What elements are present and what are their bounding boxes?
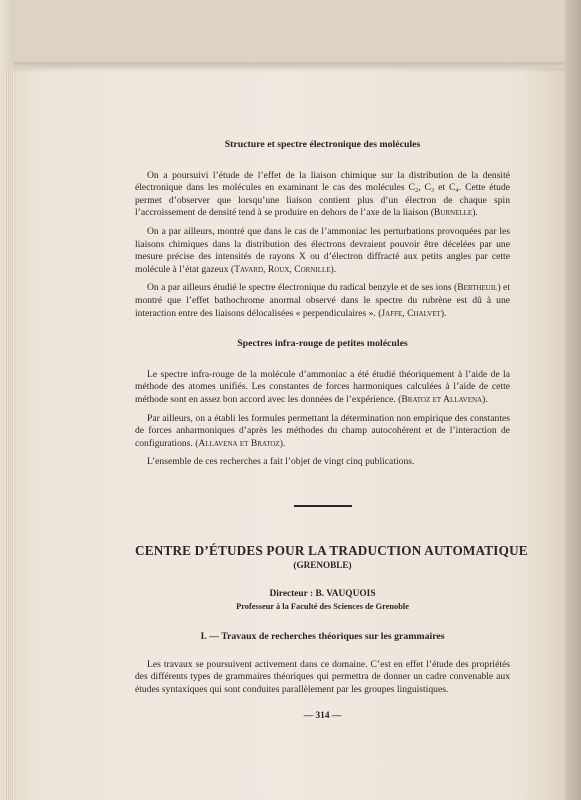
paragraph: Les travaux se poursuivent activement dans ce domaine. C’est en effet l’étude des propriétés des différents types de grammaires théoriques qui permettra de donner un cadre convenable aux études syntaxiques qui sont conduites parallèlement par les groupes linguistiques. [135, 658, 510, 696]
author-reference: Tavard, Roux, Cornille [234, 263, 331, 275]
author-reference: Burnelle [433, 207, 473, 219]
section-title-structure: Structure et spectre électronique des molécules [224, 139, 421, 150]
paragraph-text: ). [440, 307, 447, 319]
section-title-infrarouge: Spectres infra-rouge de petites molécules [237, 338, 408, 350]
author-reference: Bertheuil [457, 282, 498, 294]
subsection-title-grammaires: I. — Travaux de recherches théoriques sur les grammaires [200, 631, 445, 643]
paragraph-text: ). [279, 437, 286, 449]
paragraph-text: On a par ailleurs étudié le spectre électronique du radical benzyle et de ses ions ( [147, 282, 458, 294]
paragraph [135, 226, 510, 276]
author-reference: Bratoz et Allavena [401, 393, 483, 405]
paragraph-text: Le spectre infra-rouge de la molécule d’ammoniac a été étudié théoriquement à l’aide de la méthode des atomes unifiés. Les constantes de forces harmoniques calculées à l’aide de cette méthode sont en assez bon accord avec les données de l’expérience. ( [135, 368, 510, 405]
paragraph-text: ). [482, 393, 488, 405]
paragraph-text: Par ailleurs, on a établi les formules permettant la détermination non empirique des constantes de forces anharmoniques d’après les méthodes du champ autocohérent et de l’interaction de configurations. ( [135, 412, 510, 449]
page-number: — 314 — [303, 710, 342, 721]
paragraph [135, 413, 510, 451]
centre-title: CENTRE D’ÉTUDES POUR LA TRADUCTION AUTOMATIQUE [135, 542, 528, 558]
scan-background-right [565, 0, 581, 800]
paragraph-text: On a poursuivi l’étude de l’effet de la liaison chimique sur la distribution de la densité électronique dans les molécules en examinant le cas des molécules C₂, C₃ et C₄. Cette étude permet d’observer que lorsqu’une liaison contient plus d’un électron de chaque spin l’accroissement de densité tend à se produire en dehors de l’axe de la liaison ( [135, 169, 510, 219]
centre-location: (GRENOBLE) [293, 560, 352, 571]
paragraph: L’ensemble de ces recherches a fait l’objet de vingt cinq publications. [147, 456, 415, 468]
paragraph-text: ). [472, 207, 478, 219]
separator-rule [294, 505, 352, 507]
paragraph-text: ) et montré que l’effet bathochrome anormal observé dans le spectre du rubrène est dû à une interaction entre des liaisons délocalisées « perpendiculaires ». ( [135, 282, 510, 319]
paragraph-text: ). [330, 263, 337, 275]
paragraph [135, 282, 510, 320]
page-content [135, 139, 528, 722]
author-reference: Jaffe, Chalvet [381, 307, 441, 319]
paragraph-text: On a par ailleurs, montré que dans le cas de l’ammoniac les perturbations provoquées par les liaisons chimiques dans la distribution des électrons devraient pouvoir être décelées par une mesure précise des intensités de rayons X ou d’électron diffracté aux petits angles par cette molécule à l’état gazeux ( [135, 225, 510, 275]
author-reference: Allavena et Bratoz [198, 437, 280, 449]
director-role: Professeur à la Faculté des Sciences de Grenoble [236, 601, 409, 611]
paragraph [135, 170, 510, 220]
paragraph [135, 369, 510, 407]
director-line: Directeur : B. VAUQUOIS [269, 589, 376, 600]
